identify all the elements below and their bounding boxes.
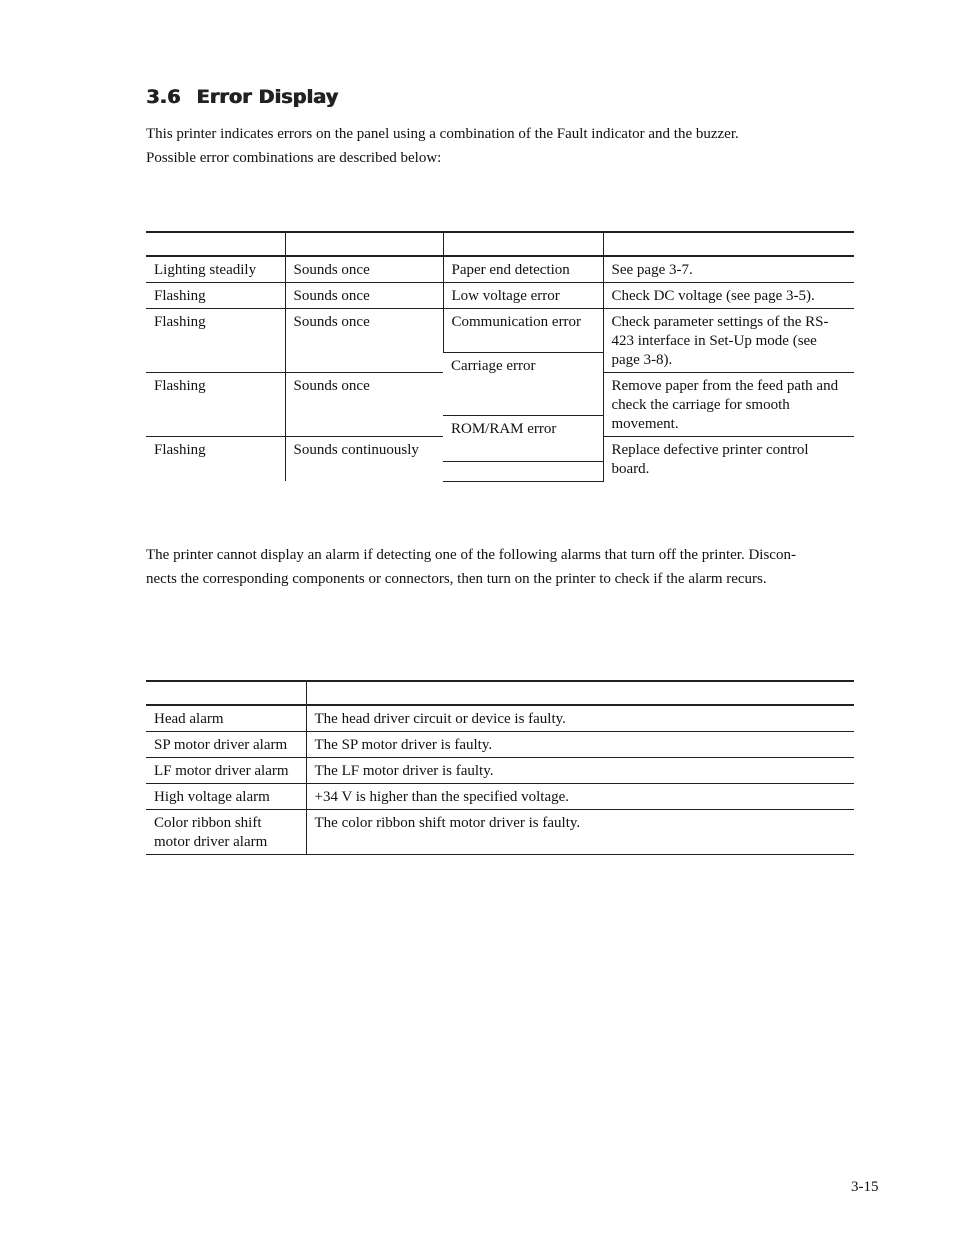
error-cell: Low voltage error xyxy=(443,283,603,309)
table-row xyxy=(146,256,854,283)
remedy-cell: See page 3-7. xyxy=(603,256,854,283)
alarm-name-cell: SP motor driver alarm xyxy=(146,732,306,758)
alarm-description-cell: The head driver circuit or device is faulty. xyxy=(306,705,854,732)
header-cell-buzzer xyxy=(285,232,443,256)
alarm-table-header-row xyxy=(146,681,854,705)
header-cell-alarm xyxy=(146,681,306,705)
alarm-intro-line-2: nects the corresponding components or connectors, then turn on the printer to check if the alarm recurs. xyxy=(146,571,767,587)
page-number: 3-15 xyxy=(851,1179,879,1195)
buzzer-cell: Sounds continuously xyxy=(285,437,443,482)
section-heading xyxy=(146,86,338,108)
fault-indicator-cell: Flashing xyxy=(146,373,285,437)
header-cell-error xyxy=(443,232,603,256)
buzzer-cell: Sounds once xyxy=(285,373,443,437)
fault-indicator-cell: Flashing xyxy=(146,283,285,309)
header-cell-description xyxy=(306,681,854,705)
buzzer-cell: Sounds once xyxy=(285,309,443,373)
intro-line-2: Possible error combinations are described below: xyxy=(146,150,442,166)
alarm-name-cell: LF motor driver alarm xyxy=(146,758,306,784)
table-row xyxy=(146,758,854,784)
error-combination-table xyxy=(146,231,854,482)
fault-indicator-cell: Flashing xyxy=(146,309,285,373)
alarm-table xyxy=(146,680,854,855)
table-row xyxy=(146,784,854,810)
error-cell: Carriage error xyxy=(443,353,603,416)
buzzer-cell: Sounds once xyxy=(285,283,443,309)
alarm-name-cell: Color ribbon shift motor driver alarm xyxy=(146,810,306,855)
alarm-name-cell: High voltage alarm xyxy=(146,784,306,810)
section-title: Error Display xyxy=(196,86,338,108)
alarm-description-cell: +34 V is higher than the specified voltage. xyxy=(306,784,854,810)
remedy-cell: Check parameter settings of the RS-423 interface in Set-Up mode (see page 3-8). xyxy=(603,309,854,373)
remedy-cell: Check DC voltage (see page 3-5). xyxy=(603,283,854,309)
error-cell: Communication error xyxy=(443,309,603,353)
alarm-description-cell: The LF motor driver is faulty. xyxy=(306,758,854,784)
error-cell-empty xyxy=(443,462,603,481)
alarm-name-cell: Head alarm xyxy=(146,705,306,732)
alarm-intro-paragraph xyxy=(146,543,846,591)
intro-paragraph xyxy=(146,122,846,170)
header-cell-fault xyxy=(146,232,285,256)
table-row xyxy=(146,705,854,732)
buzzer-cell: Sounds once xyxy=(285,256,443,283)
remedy-cell: Remove paper from the feed path and check the carriage for smooth movement. xyxy=(603,373,854,437)
intro-line-1: This printer indicates errors on the panel using a combination of the Fault indicator and the buzzer. xyxy=(146,126,739,142)
fault-indicator-cell: Flashing xyxy=(146,437,285,482)
error-cell: Paper end detection xyxy=(443,256,603,283)
fault-indicator-cell: Lighting steadily xyxy=(146,256,285,283)
table-row xyxy=(146,810,854,855)
table-row xyxy=(146,309,854,353)
section-number: 3.6 xyxy=(146,86,181,108)
alarm-intro-line-1: The printer cannot display an alarm if detecting one of the following alarms that turn off the printer. Discon- xyxy=(146,547,796,563)
table-row xyxy=(146,732,854,758)
error-cell: ROM/RAM error xyxy=(443,416,603,462)
table-row xyxy=(146,283,854,309)
header-cell-remedy xyxy=(603,232,854,256)
remedy-cell: Replace defective printer control board. xyxy=(603,437,854,482)
error-table-header-row xyxy=(146,232,854,256)
alarm-description-cell: The color ribbon shift motor driver is faulty. xyxy=(306,810,854,855)
alarm-description-cell: The SP motor driver is faulty. xyxy=(306,732,854,758)
